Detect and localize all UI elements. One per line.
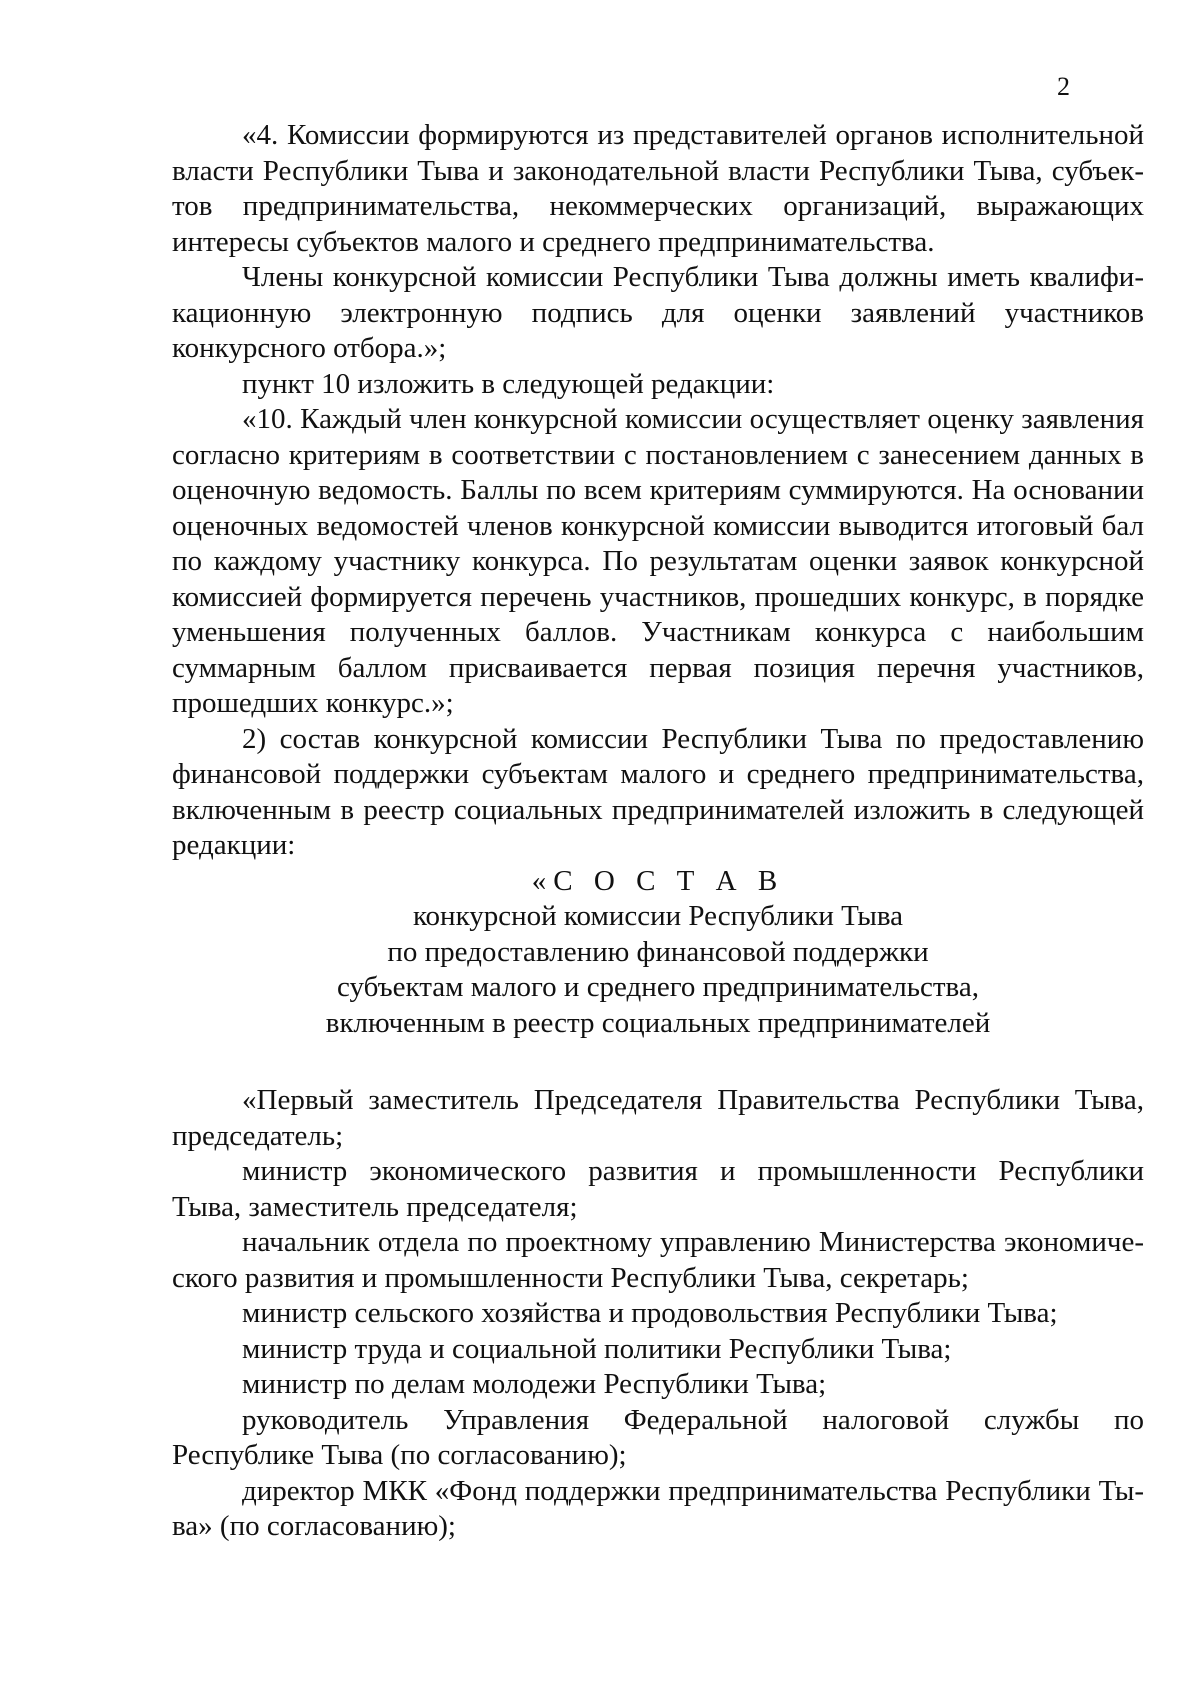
heading-title: «С О С Т А В [531, 864, 785, 897]
member-item: министр экономического развития и промышленности Республики Тыва, заместитель председателя; [172, 1155, 1144, 1223]
member-item: директор МКК «Фонд поддержки предпринимательства Республики Тыва» (по согласованию); [172, 1474, 1144, 1542]
heading-line-2: по предоставлению финансовой поддержки [387, 935, 929, 968]
paragraph-point-10-text: «10. Каждый член конкурсной комиссии осуществляет оценку заявления согласно критериям в соответствии с постановлением с занесением данных в оценочную ведомость. Баллы по всем критериям суммируются. На основании оценочных ведомостей членов конкурсной комиссии выводится итоговый бал по каждому участнику конкурса. По результатам оценки заявок конкурсной комиссией формируется перечень участников, прошедших конкурс, в порядке уменьшения полученных баллов. Участникам конкурса с наибольшим суммарным баллом присваивается первая позиция перечня участников, прошедших конкурс.»; [172, 403, 1144, 719]
composition-member-list [172, 1083, 1144, 1545]
member-item: министр сельского хозяйства и продовольствия Республики Тыва; [242, 1297, 1058, 1329]
heading-line-3: субъектам малого и среднего предпринимательства, [337, 971, 979, 1003]
paragraph-composition-intro: 2) состав конкурсной комиссии Республики Тыва по предоставлению финансовой поддержки субъектам малого и среднего предпринимательства, включенным в реестр социальных предпринимателей изложить в следующей редакции: [172, 722, 1144, 861]
heading-line-1: конкурсной комиссии Республики Тыва [412, 900, 904, 932]
page-number: 2 [1057, 72, 1070, 101]
paragraph-commission-formation: «4. Комиссии формируются из представителей органов исполнительной власти Республики Тыва и законодательной власти Республики Тыва, субъектов предпринимательства, некоммерческих организаций, выражающих интересы субъектов малого и среднего предпринимательства. [172, 119, 1144, 258]
member-item: «Первый заместитель Председателя Правительства Республики Тыва, председатель; [172, 1084, 1144, 1152]
paragraph-digital-signature: Члены конкурсной комиссии Республики Тыва должны иметь квалификационную электронную подпись для оценки заявлений участников конкурсного отбора.»; [172, 261, 1144, 364]
composition-heading [172, 864, 1144, 1042]
member-item: начальник отдела по проектному управлению Министерства экономического развития и промышленности Республики Тыва, секретарь; [172, 1226, 1144, 1294]
member-item: министр по делам молодежи Республики Тыва; [242, 1368, 827, 1400]
document-body [172, 118, 1144, 1545]
paragraph-point-10-intro: пункт 10 изложить в следующей редакции: [242, 367, 775, 400]
heading-line-4: включенным в реестр социальных предпринимателей [325, 1006, 991, 1039]
member-item: руководитель Управления Федеральной налоговой службы по Республике Тыва (по согласованию); [172, 1403, 1144, 1471]
member-item: министр труда и социальной политики Республики Тыва; [242, 1332, 952, 1365]
